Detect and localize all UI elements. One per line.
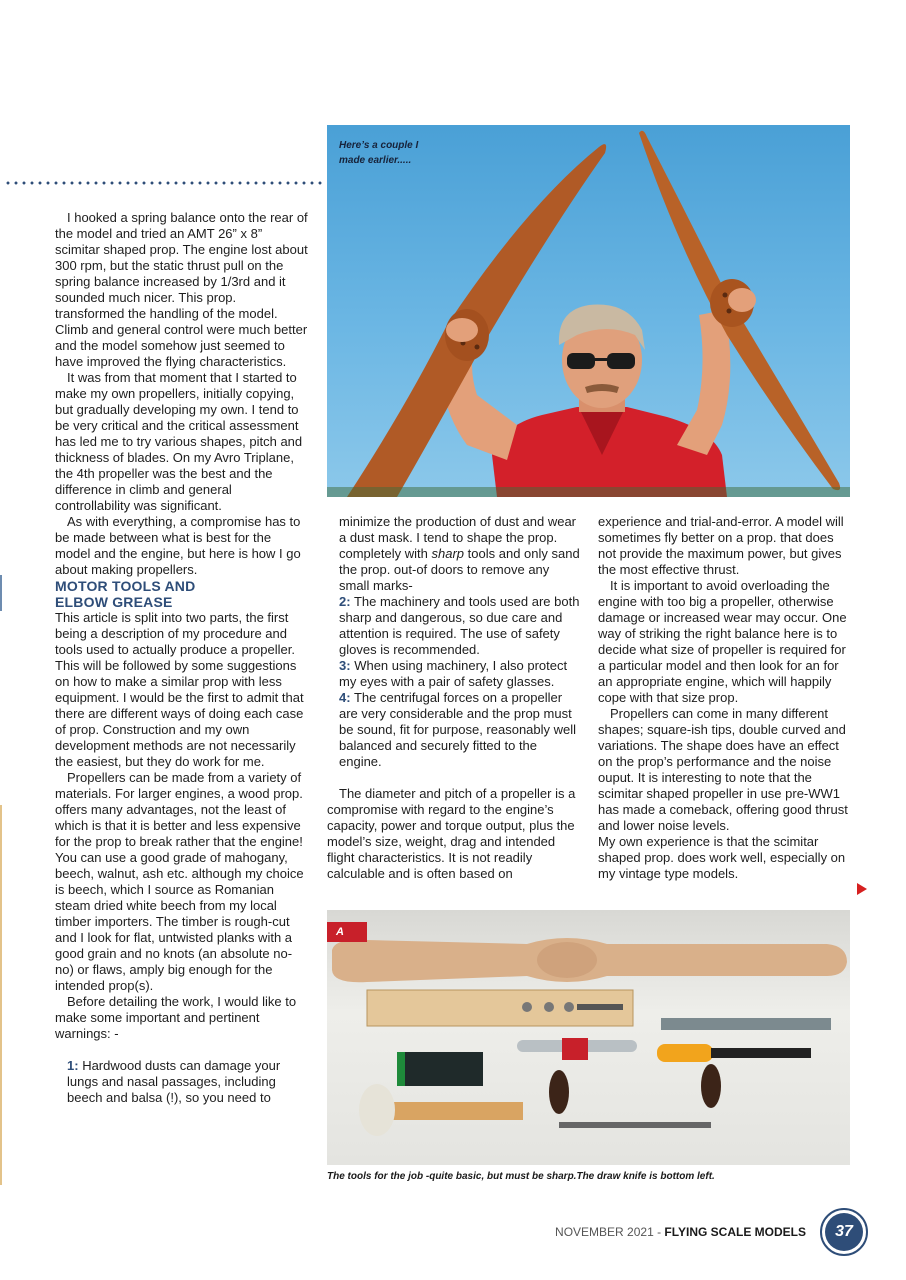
warning-text: The machinery and tools used are both sharp and dangerous, so due care and attention is required. The use of safety gloves is recommended. [339,594,580,657]
photo-illustration [327,125,850,497]
paragraph: This article is split into two parts, the first being a description of my procedure and tools used to actually produce a propeller. This will be followed by some suggestions on how to make a similar prop with less equipment. I would be the first to admit that there are different ways of doing each case of prop. Construction and my own development methods are not necessarily the easiest, but they do work for me. [55,610,304,769]
page-footer [520,1224,806,1240]
warning-text: Hardwood dusts can damage your lungs and nasal passages, including beech and balsa (!), so you need to [67,1058,281,1105]
text-column-3 [598,514,852,882]
photo-caption-top: Here’s a couple I made earlier..... [339,140,419,166]
page-edge-mark [0,805,2,1185]
emphasis: sharp [431,546,465,561]
paragraph: The diameter and pitch of a propeller is a compromise with regard to the engine’s capacity, power and torque output, plus the model’s size, weight, drag and intended flight characteristics. It is not readily calculable and is often based on [327,786,576,881]
photo-caption-bottom: The tools for the job -quite basic, but must be sharp.The draw knife is bottom left. [327,1171,715,1182]
page-number: 37 [825,1213,863,1251]
warning-text: tools and only sand the prop. out-of doors to remove any small marks- [339,546,580,593]
warning-number: 3: [339,658,351,673]
warning-item [327,594,583,658]
photo-tools [327,910,850,1165]
section-heading [55,578,308,610]
warning-number: 4: [339,690,351,705]
paragraph: It is important to avoid overloading the engine with too big a propeller, otherwise damage or increased wear may occur. One way of striking the right balance here is to decide what size of propeller is required for a particular model and then look for an for an appropriate engine, which will happily cope with that size prop. [598,578,847,705]
magazine-title: FLYING SCALE MODELS [664,1225,806,1239]
paragraph: I hooked a spring balance onto the rear of the model and tried an AMT 26” x 8” scimitar shaped prop. The engine lost about 300 rpm, but the static thrust pull on the spring balance increased by 1/3rd and it sounded much nicer. This prop. transformed the handling of the model. Climb and general control were much better and the model somehow just seemed to have improved the flying characteristics. [55,210,308,369]
page-edge-mark [0,575,2,611]
paragraph: Propellers can be made from a variety of materials. For larger engines, a wood prop. offers many advantages, not the least of which is that it is better and less expensive for the prop to break rather that the engine! You can use a good grade of mahogany, beech, walnut, ash etc. although my choice is beech, which I source as Romanian steam dried white beech from my local timber importers. The timber is rough-cut and I look for flat, untwisted planks with a good grain and no knots (an absolute no-no) or flaws, amply big enough for the intended prop(s). [55,770,304,993]
text-column-1 [55,210,308,1106]
heading-line: ELBOW GREASE [55,594,173,610]
paragraph: As with everything, a compromise has to be made between what is best for the model and the engine, but here is how I go about making propellers. [55,514,301,577]
warning-item [55,1058,308,1106]
continue-arrow-icon [857,883,867,895]
dotted-rule [4,181,326,185]
warning-continued [327,514,583,594]
warning-text: minimize the production of dust and wear a dust mask. I tend to shape the prop. completely with [339,514,577,561]
warning-item [327,690,583,770]
warning-item [327,658,583,690]
issue-date: NOVEMBER 2021 [555,1225,654,1239]
tools-illustration [327,910,850,1165]
warning-text: The centrifugal forces on a propeller are very considerable and the prop must be sound, fit for purpose, reasonably well balanced and securely fitted to the engine. [339,690,577,769]
heading-line: MOTOR TOOLS AND [55,578,196,594]
paragraph: experience and trial-and-error. A model will sometimes fly better on a prop. that does not provide the maximum power, but gives the most effective thrust. [598,514,844,577]
warning-text: When using machinery, I also protect my eyes with a pair of safety glasses. [339,658,568,689]
warning-number: 1: [67,1058,79,1073]
paragraph: It was from that moment that I started to make my own propellers, initially copying, but gradually developing my own. I tend to be very critical and the critical assessment has led me to try various shapes, pitch and thickness of blades. On my Avro Triplane, the 4th propeller was the best and the difference in climb and general controllability was significant. [55,370,303,513]
photo-man-holding-propellers [327,125,850,497]
paragraph: Before detailing the work, I would like to make some important and pertinent warnings: - [55,994,297,1041]
warning-number: 2: [339,594,351,609]
paragraph: My own experience is that the scimitar shaped prop. does work well, especially on my vintage type models. [598,834,846,881]
paragraph: Propellers can come in many different shapes; square-ish tips, double curved and variations. The shape does have an effect on the prop’s performance and the noise ouput. It is interesting to note that the scimitar shaped propeller in use pre-WW1 has made a comeback, offering good thrust and lower noise levels. [598,706,848,833]
page-number-badge [820,1208,868,1256]
footer-separator: - [653,1225,665,1239]
text-column-2 [327,514,583,882]
figure-label-a: A [327,922,367,942]
